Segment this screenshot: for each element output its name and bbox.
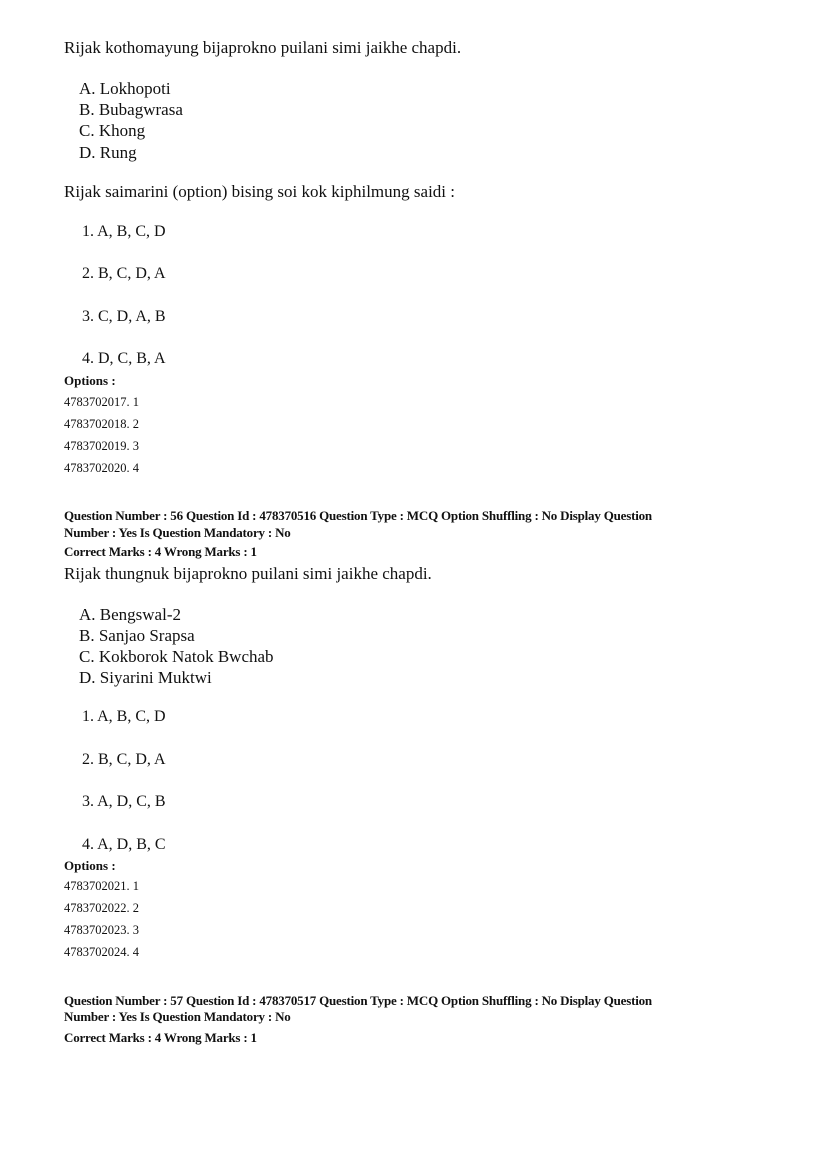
list-item: C. Kokborok Natok Bwchab xyxy=(79,647,274,666)
question-header: Question Number : 57 Question Id : 478370517 Question Type : MCQ Option Shuffling : No Display Question xyxy=(64,993,652,1008)
order-choice: 3. C, D, A, B xyxy=(82,308,166,325)
question-header: Number : Yes Is Question Mandatory : No xyxy=(64,525,291,540)
question-instruction: Rijak saimarini (option) bising soi kok kiphilmung saidi : xyxy=(64,182,455,201)
list-item: D. Rung xyxy=(79,143,137,162)
option-id: 4783702021. 1 xyxy=(64,879,139,893)
order-choice: 4. A, D, B, C xyxy=(82,836,166,853)
list-item: A. Lokhopoti xyxy=(79,79,171,98)
list-item: A. Bengswal-2 xyxy=(79,605,181,624)
option-id: 4783702020. 4 xyxy=(64,461,139,475)
order-choice: 1. A, B, C, D xyxy=(82,223,166,240)
marks-info: Correct Marks : 4 Wrong Marks : 1 xyxy=(64,544,257,559)
question-stem: Rijak thungnuk bijaprokno puilani simi jaikhe chapdi. xyxy=(64,564,432,583)
option-id: 4783702017. 1 xyxy=(64,395,139,409)
list-item: D. Siyarini Muktwi xyxy=(79,668,212,687)
order-choice: 1. A, B, C, D xyxy=(82,708,166,725)
option-id: 4783702019. 3 xyxy=(64,439,139,453)
list-item: B. Bubagwrasa xyxy=(79,100,183,119)
order-choice: 2. B, C, D, A xyxy=(82,265,166,282)
option-id: 4783702022. 2 xyxy=(64,901,139,915)
list-item: C. Khong xyxy=(79,121,146,140)
question-stem: Rijak kothomayung bijaprokno puilani simi jaikhe chapdi. xyxy=(64,38,462,57)
option-id: 4783702024. 4 xyxy=(64,945,139,959)
question-header: Question Number : 56 Question Id : 478370516 Question Type : MCQ Option Shuffling : No Display Question xyxy=(64,508,652,523)
question-header: Number : Yes Is Question Mandatory : No xyxy=(64,1009,291,1024)
order-choice: 2. B, C, D, A xyxy=(82,751,166,768)
option-id: 4783702018. 2 xyxy=(64,417,139,431)
option-id: 4783702023. 3 xyxy=(64,923,139,937)
list-item: B. Sanjao Srapsa xyxy=(79,626,195,645)
options-label: Options : xyxy=(64,373,116,388)
options-label: Options : xyxy=(64,858,116,873)
marks-info: Correct Marks : 4 Wrong Marks : 1 xyxy=(64,1030,257,1045)
order-choice: 4. D, C, B, A xyxy=(82,350,166,367)
order-choice: 3. A, D, C, B xyxy=(82,793,166,810)
